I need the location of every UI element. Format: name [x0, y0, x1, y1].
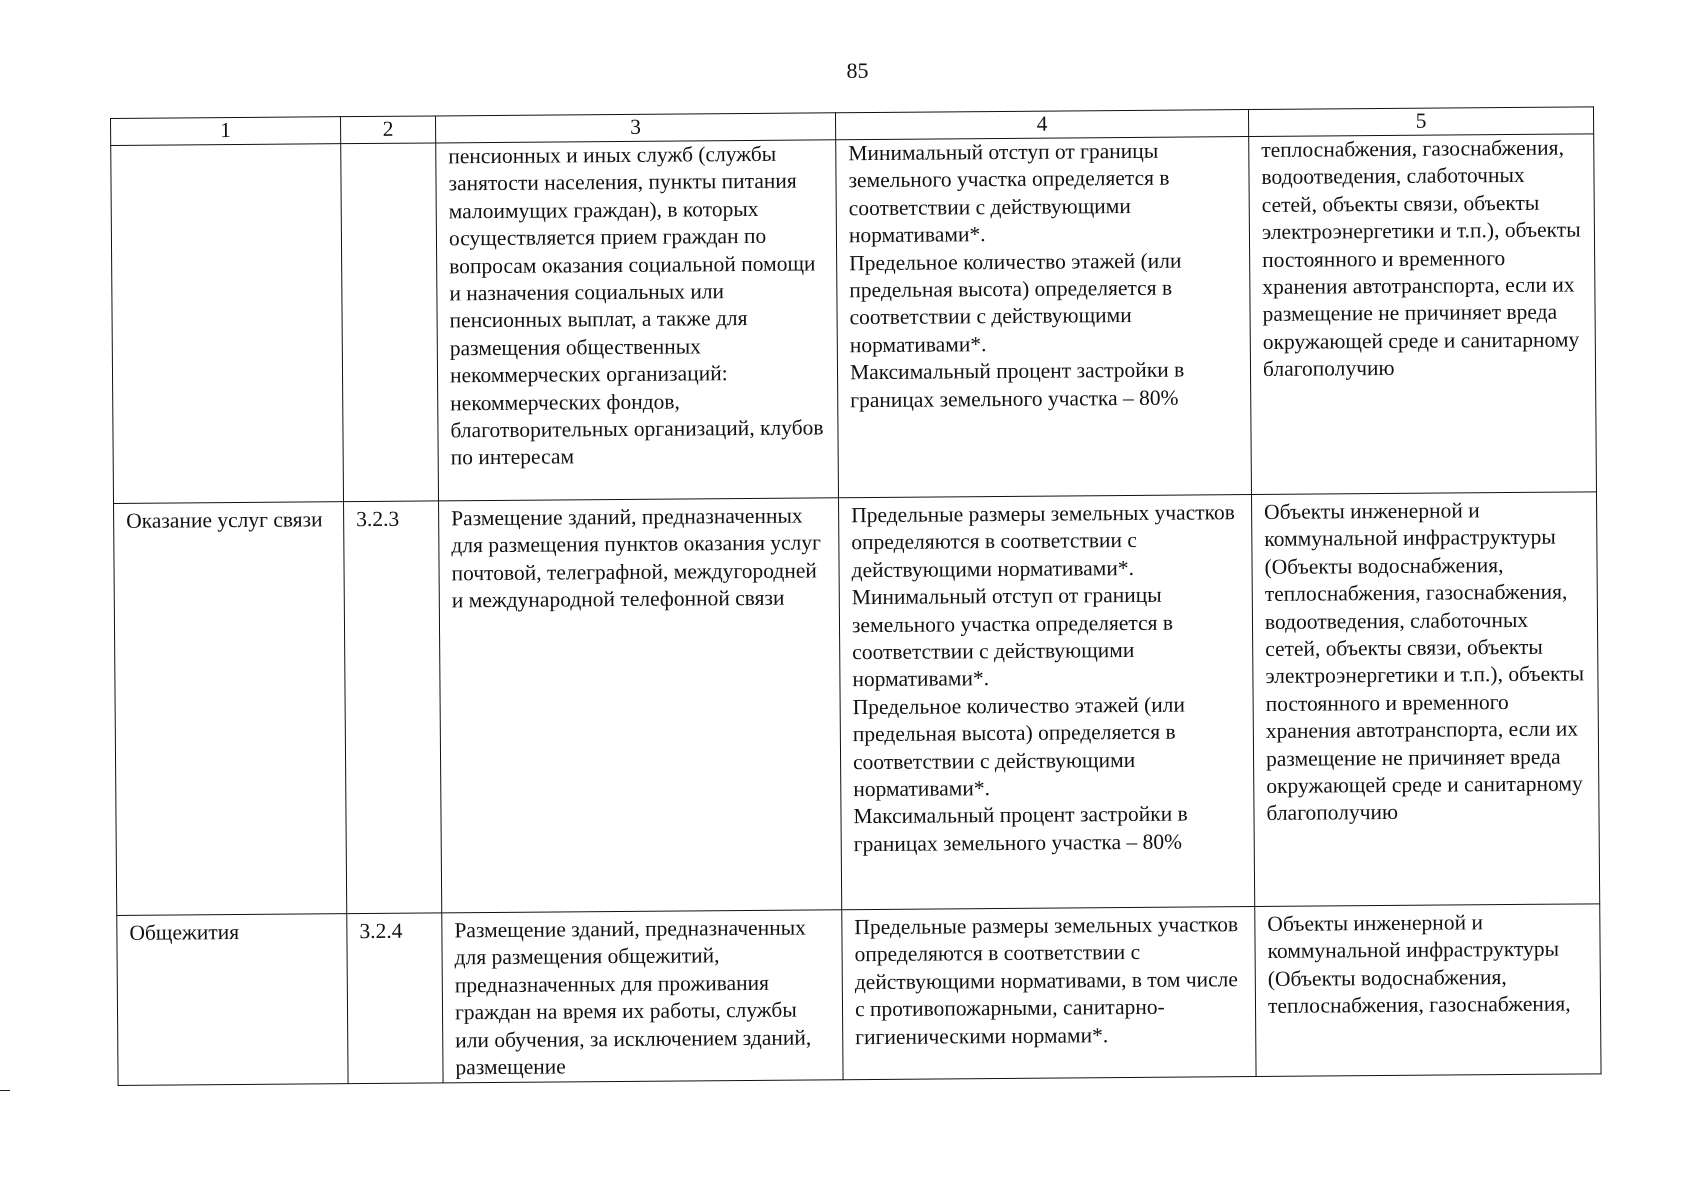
use-description-cell: Размещение зданий, предназначенных для размещения пунктов оказания услуг почтовой, телеграфной, междугородней и международной телефонной связи: [439, 498, 842, 913]
column-header-2: 2: [340, 116, 435, 144]
use-name-cell: Общежития: [117, 914, 348, 1086]
column-header-4: 4: [835, 110, 1248, 140]
table-row: [111, 134, 1597, 504]
use-code-cell: [341, 143, 439, 502]
land-use-table-container: [110, 106, 1601, 1086]
auxiliary-uses-cell: Объекты инженерной и коммунальной инфраструктуры (Объекты водоснабжения, теплоснабжения, газоснабжения, водоотведения, слаботочных сетей, объекты связи, объекты электроэнергетики и т.п.), объекты постоянного и временного хранения автотранспорта, если их размещение не причиняет вреда окружающей среде и санитарному благополучию: [1251, 492, 1599, 907]
parameters-cell: Минимальный отступ от границы земельного участка определяется в соответствии с действующими нормативами*. Предельное количество этажей (или предельная высота) определяется в соответствии с действующими нормативами*. Максимальный процент застройки в границах земельного участка – 80%: [836, 137, 1252, 498]
page-number: 85: [846, 58, 869, 83]
use-description-cell: Размещение зданий, предназначенных для размещения общежитий, предназначенных для проживания граждан на время их работы, службы или обучения, за исключением зданий, размещение: [442, 910, 843, 1083]
margin-mark: [0, 1090, 10, 1091]
parameters-cell: Предельные размеры земельных участков определяются в соответствии с действующими нормативами*. Минимальный отступ от границы земельного участка определяется в соответствии с действующими нормативами*. Предельное количество этажей (или предельная высота) определяется в соответствии с действующими нормативами*. Максимальный процент застройки в границах земельного участка – 80%: [839, 495, 1255, 910]
use-code-cell: 3.2.4: [347, 913, 443, 1084]
auxiliary-uses-cell: Объекты инженерной и коммунальной инфраструктуры (Объекты водоснабжения, теплоснабжения, газоснабжения,: [1255, 904, 1601, 1077]
land-use-table: [110, 106, 1602, 1086]
column-header-1: 1: [111, 117, 341, 146]
use-code-cell: 3.2.3: [344, 501, 442, 914]
parameters-cell: Предельные размеры земельных участков определяются в соответствии с действующими нормативами, в том числе с противопожарными, санитарно-гигиеническими нормами*.: [842, 907, 1256, 1080]
use-name-cell: [111, 144, 344, 504]
use-description-cell: пенсионных и иных служб (службы занятости населения, пункты питания малоимущих граждан), в которых осуществляется прием граждан по вопросам оказания социальной помощи и назначения социальных или пенсионных выплат, а также для размещения общественных некоммерческих организаций: некоммерческих фондов, благотворительных организаций, клубов по интересам: [436, 140, 839, 501]
auxiliary-uses-cell: теплоснабжения, газоснабжения, водоотведения, слаботочных сетей, объекты связи, объекты электроэнергетики и т.п.), объекты постоянного и временного хранения автотранспорта, если их размещение не причиняет вреда окружающей среде и санитарному благополучию: [1249, 134, 1597, 495]
column-header-5: 5: [1248, 107, 1593, 137]
use-name-cell: Оказание услуг связи: [114, 502, 347, 916]
table-row: [117, 904, 1601, 1086]
table-row: [114, 492, 1600, 916]
column-header-3: 3: [435, 113, 835, 143]
